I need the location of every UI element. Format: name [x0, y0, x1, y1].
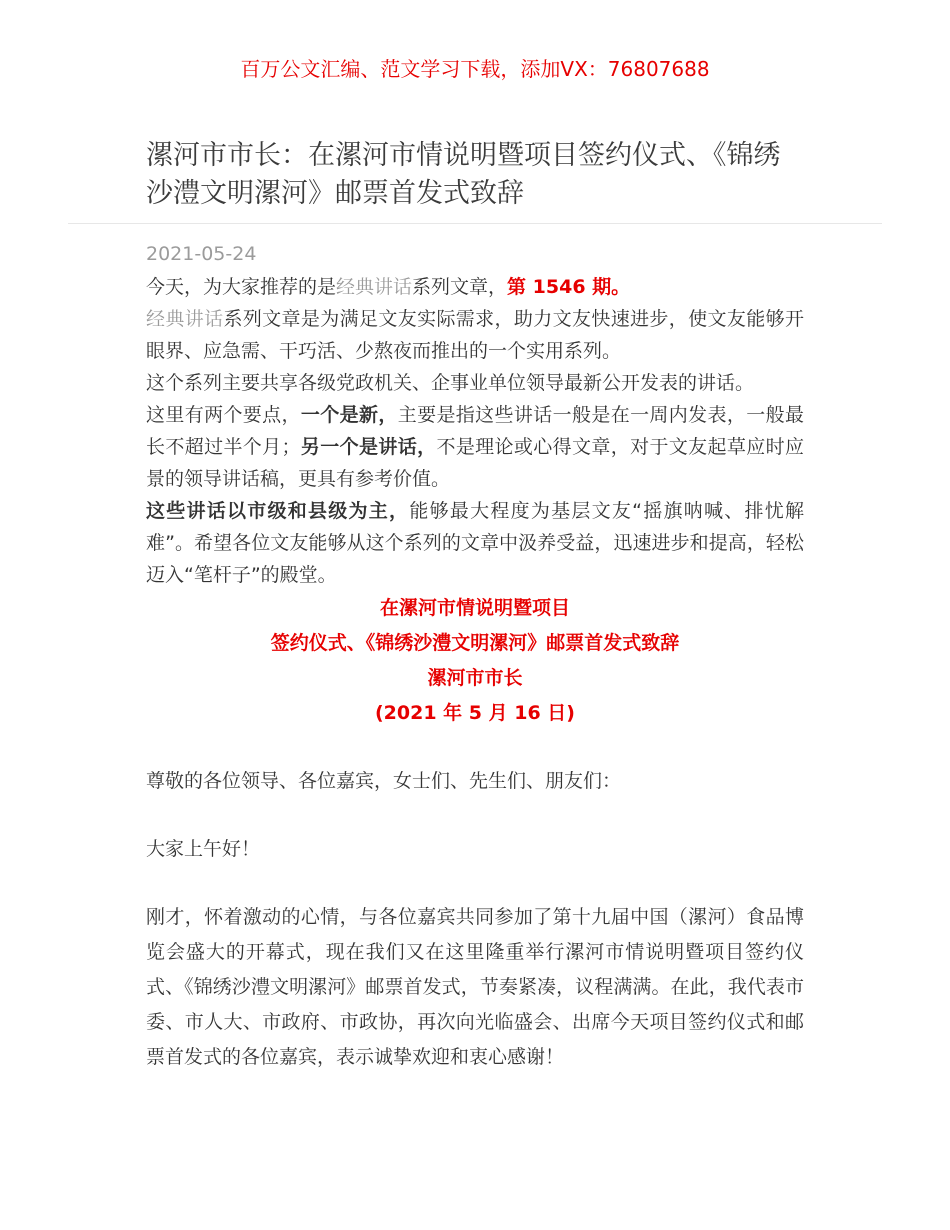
title-divider: [68, 223, 882, 224]
article-title: 漯河市市长：在漯河市情说明暨项目签约仪式、《锦绣沙澧文明漯河》邮票首发式致辞: [146, 140, 781, 209]
article: [68, 137, 882, 1075]
text-segment: 今天，为大家推荐的是: [146, 276, 337, 298]
speech-paragraph: 刚才，怀着激动的心情，与各位嘉宾共同参加了第十九届中国（漯河）食品博览会盛大的开幕式，现在我们又在这里隆重举行漯河市情说明暨项目签约仪式、《锦绣沙澧文明漯河》邮票首发式，节奏紧凑，议程满满。在此，我代表市委、市人大、市政府、市政协，再次向光临盛会、出席今天项目签约仪式和邮票首发式的各位嘉宾，表示诚挚欢迎和衷心感谢！: [146, 906, 804, 1068]
text-segment: 另一个是讲话，: [300, 436, 437, 458]
intro-paragraph: [146, 399, 804, 495]
text-segment: 能够最大程度为基层文友“摇旗呐喊、排忧解难”。希望各位文友能够从这个系列的文章中汲养受益，迅速进步和提高，轻松迈入“笔杆子”的殿堂。: [146, 500, 804, 586]
intro-paragraph: [146, 271, 804, 303]
intro-section: [146, 271, 804, 591]
publish-date: 2021-05-24: [146, 243, 257, 265]
text-segment: 系列文章是为满足文友实际需求，助力文友快速进步，使文友能够开眼界、应急需、干巧活、少熬夜而推出的一个实用系列。: [146, 308, 804, 362]
speech-heading-line: 在漯河市情说明暨项目: [379, 597, 570, 619]
promo-notice: 百万公文汇编、范文学习下载，添加VX：76807688: [240, 57, 710, 81]
speech-heading: [146, 591, 804, 731]
article-body: [68, 239, 882, 1075]
speech-heading-line: (2021 年 5 月 16 日): [375, 702, 575, 724]
text-segment: 主要是指这些讲话一般是在一周内发表，一般最长不超过半个月；: [146, 404, 804, 458]
speech-heading-line: 漯河市市长: [427, 667, 523, 689]
text-segment: 一个是新，: [300, 404, 398, 426]
text-segment: 这些讲话以市级和县级为主，: [146, 500, 410, 522]
speech-paragraph: 大家上午好！: [146, 838, 261, 860]
keyword-text: 经典讲话: [146, 308, 224, 330]
text-segment: 不是理论或心得文章，对于文友起草应时应景的领导讲话稿，更具有参考价值。: [146, 436, 804, 490]
speech-paragraph: 尊敬的各位领导、各位嘉宾，女士们、先生们、朋友们：: [146, 770, 622, 792]
speech-section: [146, 764, 804, 1075]
intro-paragraph: [146, 495, 804, 591]
article-header: [68, 137, 882, 213]
text-segment: 这里有两个要点，: [146, 404, 301, 426]
speech-heading-line: 签约仪式、《锦绣沙澧文明漯河》邮票首发式致辞: [270, 632, 680, 654]
text-segment: 这个系列主要共享各级党政机关、企事业单位领导最新公开发表的讲话。: [146, 372, 755, 394]
text-segment: 第 1546 期。: [507, 276, 631, 298]
intro-paragraph: [146, 303, 804, 367]
text-segment: 系列文章，: [412, 276, 508, 298]
intro-paragraph: [146, 367, 804, 399]
keyword-text: 经典讲话: [336, 276, 413, 298]
